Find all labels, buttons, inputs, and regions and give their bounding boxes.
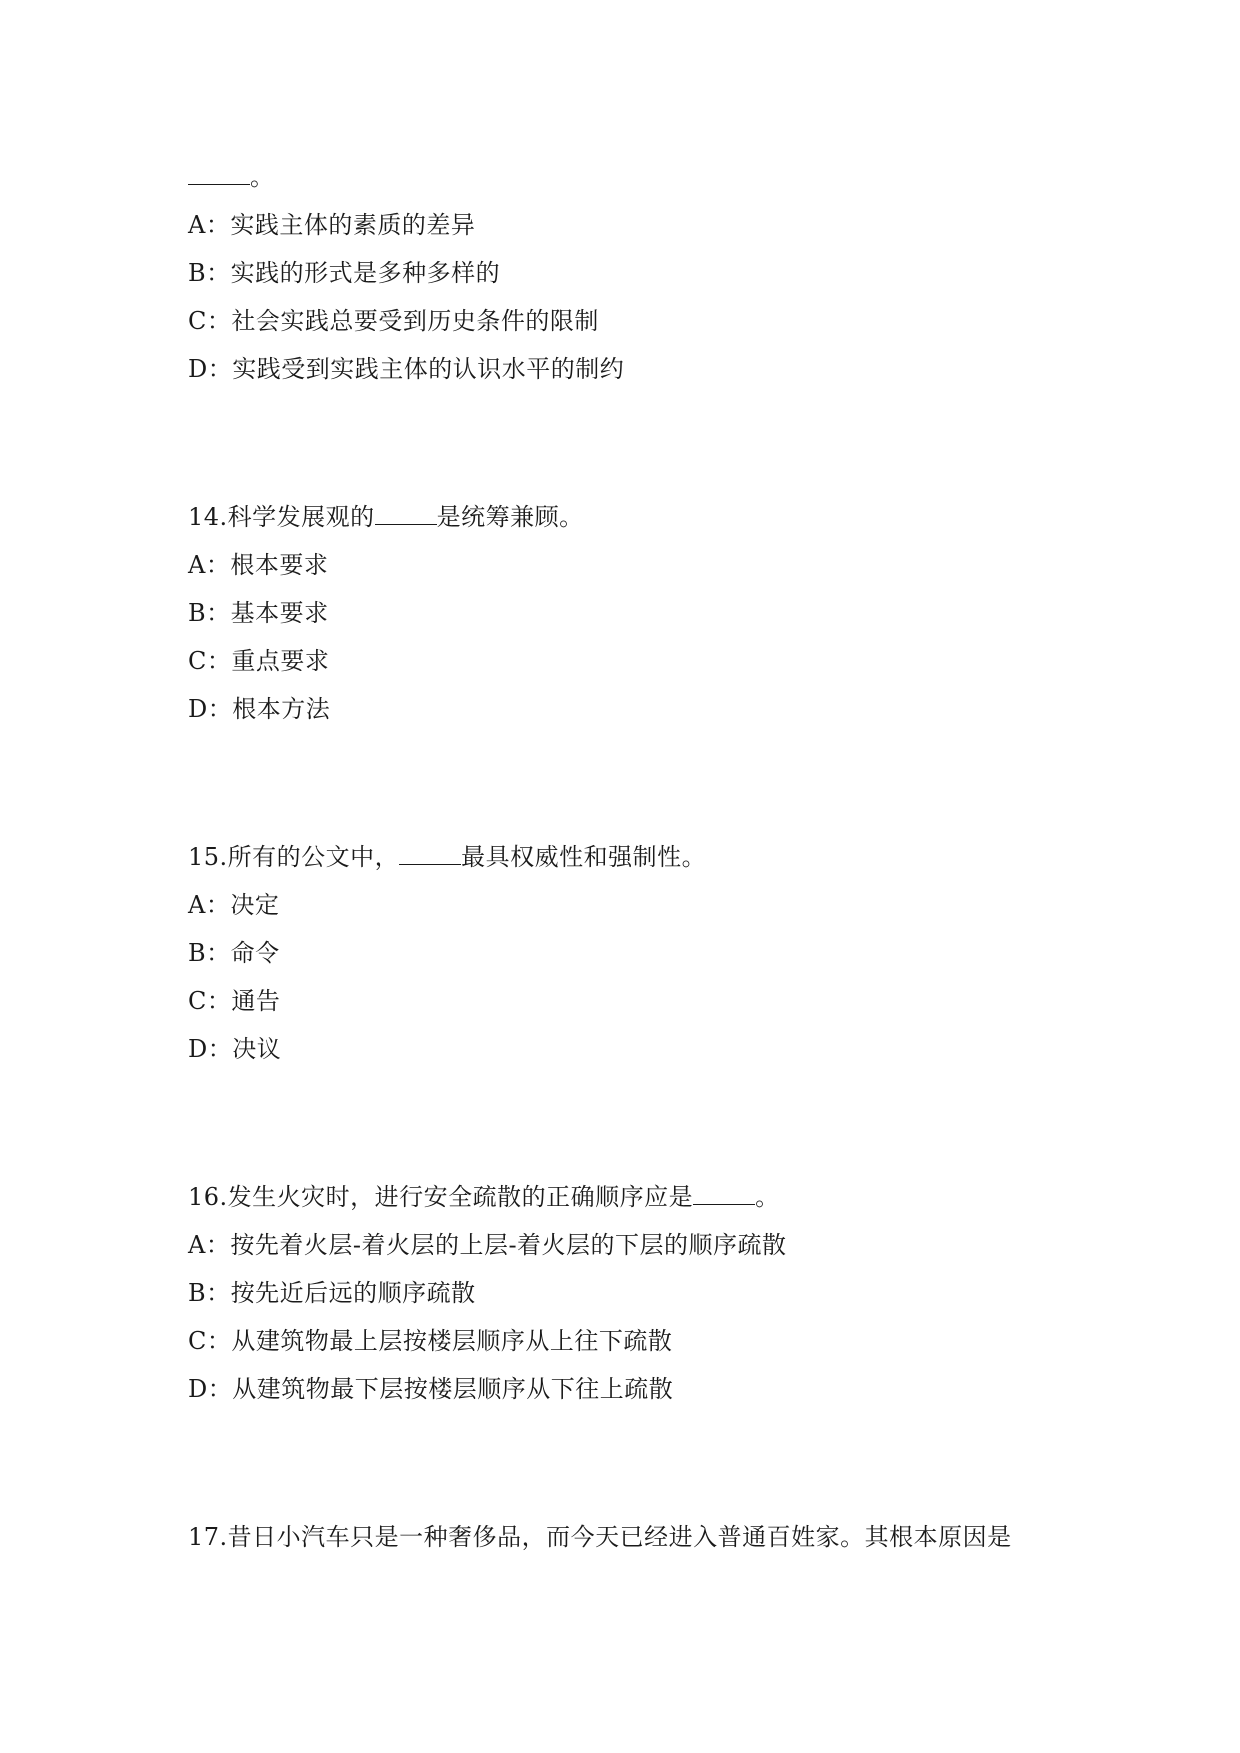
q14-option-c: C：重点要求: [188, 647, 330, 675]
q14-option-b: B：基本要求: [188, 599, 329, 627]
answer-blank: [693, 1182, 755, 1205]
q14-option-d: D：根本方法: [188, 695, 331, 723]
answer-blank: [188, 162, 250, 185]
q13-option-c: C：社会实践总要受到历史条件的限制: [188, 307, 599, 335]
q15-option-a: A：决定: [188, 891, 280, 919]
q16-stem: 16.发生火灾时，进行安全疏散的正确顺序应是 。: [188, 1183, 780, 1211]
q15-stem: 15.所有的公文中， 最具权威性和强制性。: [188, 843, 707, 871]
q15-option-d: D：决议: [188, 1035, 282, 1063]
q15-option-b: B：命令: [188, 939, 280, 967]
q17-stem: 17.昔日小汽车只是一种奢侈品，而今天已经进入普通百姓家。其根本原因是: [188, 1523, 1012, 1551]
q14-stem: 14.科学发展观的 是统筹兼顾。: [188, 503, 584, 531]
q16-option-c: C：从建筑物最上层按楼层顺序从上往下疏散: [188, 1327, 673, 1355]
q15-option-c: C：通告: [188, 987, 281, 1015]
q16-option-d: D：从建筑物最下层按楼层顺序从下往上疏散: [188, 1375, 674, 1403]
q16-option-b: B：按先近后远的顺序疏散: [188, 1279, 476, 1307]
q13-stem-tail: 。: [188, 162, 275, 192]
q13-option-b: B：实践的形式是多种多样的: [188, 259, 501, 287]
answer-blank: [399, 842, 461, 865]
q13-option-d: D：实践受到实践主体的认识水平的制约: [188, 355, 625, 383]
q13-option-a: A：实践主体的素质的差异: [188, 211, 476, 239]
q14-option-a: A：根本要求: [188, 551, 329, 579]
answer-blank: [375, 502, 437, 525]
q16-option-a: A：按先着火层-着火层的上层-着火层的下层的顺序疏散: [188, 1231, 787, 1259]
